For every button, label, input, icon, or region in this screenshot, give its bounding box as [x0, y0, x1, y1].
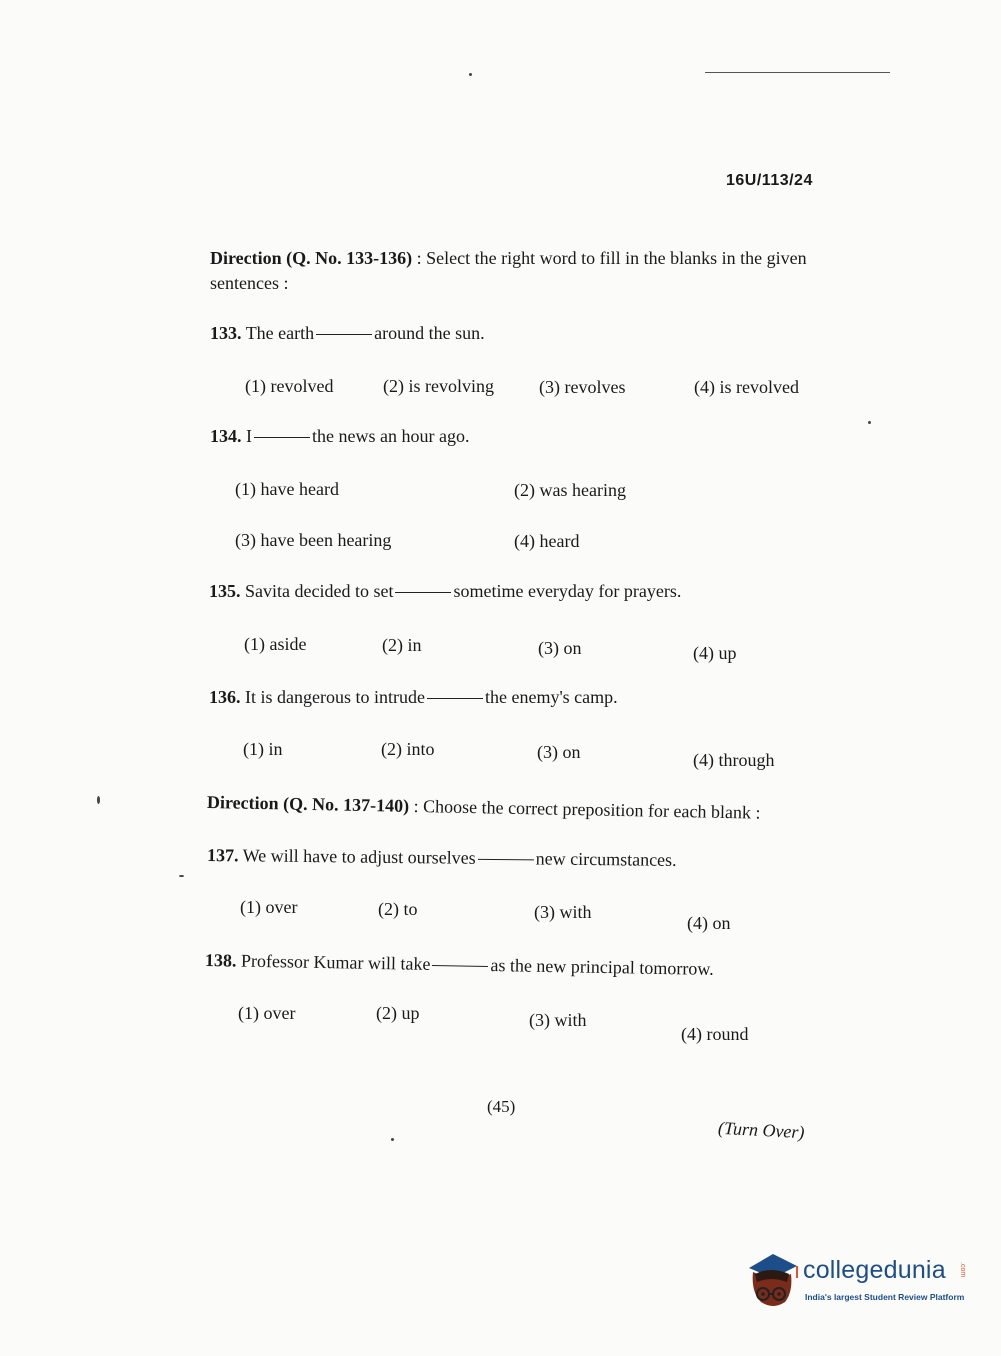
- scan-speck: [391, 1138, 394, 1141]
- option-136-3: (3) on: [537, 742, 581, 762]
- direction-133-136: [210, 246, 807, 296]
- question-134: [210, 426, 469, 447]
- top-rule-line: [705, 72, 890, 73]
- scan-speck: [868, 421, 871, 424]
- option-133-4: (4) is revolved: [694, 377, 799, 397]
- direction-label: Direction (Q. No. 133-136): [210, 248, 413, 268]
- question-text-after: around the sun.: [374, 323, 485, 343]
- option-135-3: (3) on: [538, 638, 582, 658]
- answer-blank: [395, 592, 451, 593]
- option-134-1: (1) have heard: [235, 479, 339, 499]
- option-135-1: (1) aside: [244, 634, 307, 654]
- question-133: [210, 323, 485, 344]
- direction-137-140: [207, 790, 761, 826]
- option-133-1: (1) revolved: [245, 376, 334, 396]
- option-137-2: (2) to: [378, 899, 418, 919]
- answer-blank: [427, 698, 483, 699]
- direction-label: Direction (Q. No. 137-140): [206, 792, 410, 816]
- question-text-after: as the new principal tomorrow.: [490, 954, 714, 979]
- option-135-4: (4) up: [693, 643, 737, 663]
- option-134-3: (3) have been hearing: [235, 530, 392, 550]
- question-136: [209, 687, 618, 708]
- question-number: 133.: [210, 323, 242, 343]
- option-134-2: (2) was hearing: [514, 480, 626, 500]
- scan-speck: [469, 73, 472, 76]
- option-138-4: (4) round: [681, 1024, 749, 1044]
- question-number: 134.: [210, 426, 242, 446]
- turn-over-note: (Turn Over): [717, 1117, 805, 1143]
- question-text-after: the enemy's camp.: [484, 687, 618, 707]
- question-text-after: sometime everyday for prayers.: [453, 581, 682, 601]
- direction-text-cont: sentences :: [210, 273, 289, 293]
- answer-blank: [478, 859, 534, 861]
- brand-domain: .com: [959, 1262, 966, 1278]
- option-137-4: (4) on: [687, 913, 731, 933]
- collegedunia-logo: [743, 1250, 973, 1314]
- question-text-before: It is dangerous to intrude: [245, 687, 425, 707]
- question-text-before: The earth: [245, 323, 315, 343]
- scan-speck: [97, 796, 100, 804]
- option-133-2: (2) is revolving: [383, 376, 494, 396]
- answer-blank: [316, 334, 372, 335]
- brand-name: collegedunia: [803, 1256, 946, 1284]
- question-number: 137.: [206, 845, 239, 866]
- option-138-1: (1) over: [238, 1003, 296, 1023]
- paper-code: 16U/113/24: [726, 172, 813, 189]
- option-137-1: (1) over: [240, 897, 298, 917]
- question-135: [209, 581, 681, 602]
- direction-text: : Select the right word to fill in the blanks in the given: [416, 248, 807, 268]
- scan-speck: [179, 875, 184, 877]
- question-number: 138.: [204, 950, 237, 971]
- question-text-before: We will have to adjust ourselves: [242, 845, 476, 868]
- page-number: (45): [487, 1097, 516, 1116]
- question-text-after: the news an hour ago.: [312, 426, 470, 446]
- option-138-3: (3) with: [529, 1010, 587, 1030]
- answer-blank: [254, 437, 310, 438]
- option-136-2: (2) into: [381, 739, 435, 759]
- question-137: [207, 845, 677, 871]
- question-text-before: I: [246, 426, 252, 446]
- option-137-3: (3) with: [534, 902, 592, 922]
- option-136-4: (4) through: [693, 750, 775, 770]
- question-text-before: Professor Kumar will take: [240, 950, 431, 974]
- question-text-after: new circumstances.: [535, 848, 677, 870]
- direction-text: : Choose the correct preposition for each blank :: [413, 795, 761, 823]
- option-135-2: (2) in: [382, 635, 422, 655]
- question-number: 136.: [209, 687, 241, 707]
- option-138-2: (2) up: [376, 1003, 420, 1023]
- question-number: 135.: [209, 581, 241, 601]
- option-136-1: (1) in: [243, 739, 283, 759]
- option-133-3: (3) revolves: [539, 377, 626, 397]
- question-text-before: Savita decided to set: [245, 581, 394, 601]
- option-134-4: (4) heard: [514, 531, 580, 551]
- mascot-icon: [743, 1252, 799, 1310]
- question-138: [205, 950, 714, 980]
- brand-tagline: India's largest Student Review Platform: [805, 1292, 965, 1302]
- answer-blank: [432, 965, 488, 967]
